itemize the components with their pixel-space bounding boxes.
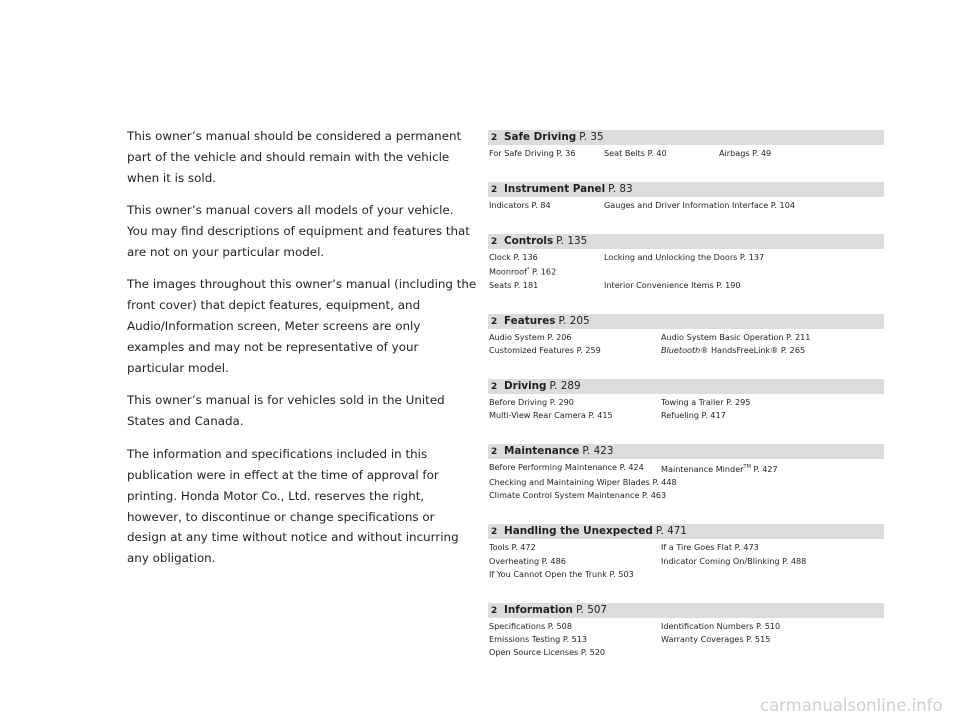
toc-link[interactable]: Seats P. 181 [489, 279, 539, 290]
toc-row [488, 409, 884, 422]
toc-link[interactable]: If You Cannot Open the Trunk P. 503 [489, 568, 634, 579]
toc-link[interactable]: Before Driving P. 290 [489, 396, 574, 407]
section-title: Information [504, 603, 573, 616]
reference-arrow-icon: 2 [491, 381, 498, 392]
section-title: Driving [504, 379, 547, 392]
toc-row [488, 568, 884, 581]
toc-section-driving [488, 379, 884, 423]
toc-section-maintenance [488, 444, 884, 503]
moonroof-page: P. 162 [532, 266, 557, 277]
toc-row [488, 331, 884, 344]
trademark-mark: TM [743, 463, 751, 470]
toc-link[interactable]: Audio System Basic Operation P. 211 [661, 331, 811, 342]
section-title: Instrument Panel [504, 182, 606, 195]
toc-link[interactable]: Clock P. 136 [489, 251, 538, 262]
toc-link[interactable]: Customized Features P. 259 [489, 344, 601, 355]
intro-paragraph: This owner’s manual should be considered a permanent part of the vehicle and should remain with the vehicle when it is sold. [127, 129, 462, 185]
toc-link[interactable]: Indicator Coming On/Blinking P. 488 [661, 555, 807, 566]
toc-section-safe-driving [488, 130, 884, 160]
toc-link[interactable]: Open Source Licenses P. 520 [489, 647, 606, 658]
toc-link[interactable] [488, 264, 556, 279]
table-of-contents [488, 130, 884, 681]
toc-link[interactable] [660, 344, 832, 357]
toc-row [488, 344, 884, 357]
toc-link[interactable]: Checking and Maintaining Wiper Blades P. 448 [489, 477, 677, 488]
toc-link[interactable]: Seat Belts P. 40 [604, 148, 667, 158]
toc-row [488, 633, 884, 646]
toc-link[interactable]: Audio System P. 206 [489, 331, 572, 342]
toc-link[interactable]: Refueling P. 417 [661, 410, 726, 421]
toc-section-header[interactable] [488, 524, 884, 539]
toc-row [488, 476, 884, 489]
section-title: Safe Driving [504, 131, 577, 143]
intro-paragraph: This owner’s manual is for vehicles sold in the United States and Canada. [127, 393, 445, 429]
toc-section-header[interactable] [488, 182, 884, 197]
intro-paragraph: The information and specifications included in this publication were in effect at the time of approval for printing. Honda Motor Co., Ltd. reserves the right, however, to discontinue or change specifications or design at any time without notice and without incurring any obligation. [127, 446, 459, 566]
toc-link[interactable]: Warranty Coverages P. 515 [661, 633, 771, 644]
toc-row [488, 279, 884, 292]
toc-row [488, 489, 884, 502]
toc-link[interactable]: Airbags P. 49 [719, 148, 772, 158]
toc-section-handling-the-unexpected [488, 524, 884, 581]
maintenance-minder-page: P. 427 [750, 463, 778, 474]
section-title: Handling the Unexpected [504, 525, 653, 538]
toc-link[interactable]: Gauges and Driver Information Interface P. 104 [604, 199, 795, 210]
toc-link[interactable]: Identification Numbers P. 510 [661, 620, 781, 631]
reference-arrow-icon: 2 [491, 133, 498, 143]
intro-text [127, 126, 477, 581]
section-page: P. 507 [575, 603, 608, 616]
handsfreelink-label: ® HandsFreeLink® P. 265 [700, 344, 806, 355]
toc-link[interactable]: Towing a Trailer P. 295 [661, 396, 751, 407]
toc-link[interactable]: Emissions Testing P. 513 [489, 633, 588, 644]
reference-arrow-icon: 2 [491, 316, 498, 327]
toc-section-header[interactable] [488, 234, 884, 249]
section-page: P. 135 [556, 234, 588, 247]
toc-section-header[interactable] [488, 444, 884, 459]
section-title: Controls [504, 234, 554, 247]
toc-link[interactable] [660, 461, 832, 476]
section-page: P. 471 [655, 525, 687, 538]
toc-section-header[interactable] [488, 314, 884, 329]
bluetooth-label: Bluetooth [661, 344, 701, 355]
section-page: P. 289 [549, 379, 581, 392]
intro-paragraph: The images throughout this owner’s manual (including the front cover) that depict features, equipment, and Audio/Information screen, Meter screens are only examples and may not be representative of your particular model. [127, 277, 477, 376]
section-page: P. 83 [608, 182, 633, 195]
toc-row [488, 461, 884, 476]
toc-section-header[interactable] [488, 130, 884, 145]
toc-link[interactable]: For Safe Driving P. 36 [489, 148, 576, 158]
toc-row [488, 620, 884, 633]
section-page: P. 205 [558, 314, 590, 327]
toc-section-controls [488, 234, 884, 293]
toc-link[interactable]: Before Performing Maintenance P. 424 [489, 461, 644, 472]
reference-arrow-icon: 2 [491, 446, 498, 457]
toc-row [488, 396, 884, 409]
toc-link[interactable]: Indicators P. 84 [489, 199, 551, 210]
toc-link[interactable]: Multi-View Rear Camera P. 415 [489, 410, 613, 421]
toc-link[interactable]: Specifications P. 508 [489, 620, 572, 631]
section-title: Features [504, 314, 556, 327]
toc-row [488, 541, 884, 554]
toc-section-instrument-panel [488, 182, 884, 212]
section-page: P. 423 [582, 444, 614, 457]
toc-section-features [488, 314, 884, 358]
reference-arrow-icon: 2 [491, 605, 498, 616]
toc-section-header[interactable] [488, 603, 884, 618]
reference-arrow-icon: 2 [491, 184, 498, 195]
toc-link[interactable]: Tools P. 472 [489, 542, 536, 553]
watermark: carmanualsonline.info [760, 696, 943, 715]
reference-arrow-icon: 2 [491, 527, 498, 538]
reference-arrow-icon: 2 [491, 236, 498, 247]
toc-row [488, 264, 884, 279]
toc-link[interactable]: Interior Convenience Items P. 190 [604, 279, 741, 290]
toc-row [488, 199, 884, 212]
moonroof-label: Moonroof [489, 266, 527, 277]
maintenance-minder-label: Maintenance Minder [661, 463, 744, 474]
toc-section-header[interactable] [488, 379, 884, 394]
toc-row [488, 147, 884, 160]
toc-row [488, 646, 884, 659]
asterisk-mark: * [526, 266, 530, 273]
toc-row [488, 251, 884, 264]
section-title: Maintenance [504, 444, 580, 457]
toc-row [488, 555, 884, 568]
section-page: P. 35 [579, 131, 604, 143]
toc-link[interactable]: If a Tire Goes Flat P. 473 [661, 542, 759, 553]
toc-link[interactable]: Climate Control System Maintenance P. 463 [489, 490, 667, 501]
toc-section-information [488, 603, 884, 660]
toc-link[interactable]: Overheating P. 486 [489, 555, 566, 566]
toc-link[interactable]: Locking and Unlocking the Doors P. 137 [604, 251, 765, 262]
intro-paragraph: This owner’s manual covers all models of your vehicle. You may find descriptions of equipment and features that are not on your particular model. [127, 203, 470, 260]
